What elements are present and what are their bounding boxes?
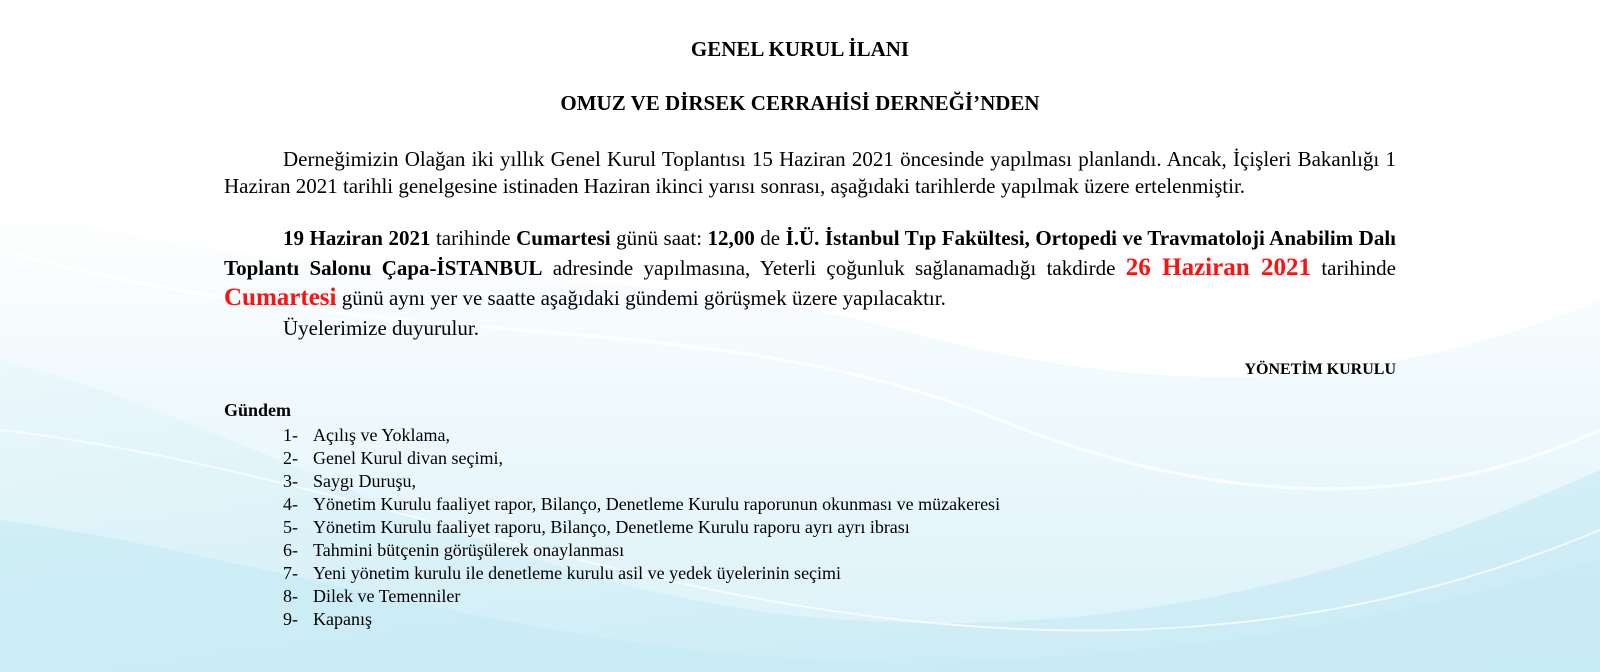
association-name: OMUZ VE DİRSEK CERRAHİSİ DERNEĞİ’NDEN [560,91,1040,115]
agenda-item: 1- Açılış ve Yoklama, [283,425,450,445]
document-title: GENEL KURUL İLANI [690,37,910,61]
paragraph-meeting-details: 19 Haziran 2021 tarihinde Cumartesi günü saat: 12,00 de İ.Ü. İstanbul Tıp Fakültesi, Ortopedi ve Travmatoloji Anabilim Dalı Toplantı Salonu Çapa-İSTANBUL adresinde yapılmasına, Yeterli çoğunluk sağlanamadığı takdirde 26 Haziran 2021 tarihinde Cumartesi günü aynı yer ve saatte aşağıdaki gündemi görüşmek üzere yapılacaktır. [224,226,1397,311]
agenda-item: 9- Kapanış [283,609,372,629]
signature: YÖNETİM KURULU [1244,361,1396,378]
agenda-item: 6- Tahmini bütçenin görüşülerek onaylanması [283,540,625,560]
announcement-line: Üyelerimize duyurulur. [283,316,479,340]
agenda-item: 3- Saygı Duruşu, [283,471,416,491]
agenda-list [283,424,1000,631]
second-date: 26 Haziran 2021 [1125,254,1311,281]
agenda-item: 4- Yönetim Kurulu faaliyet rapor, Bilanço, Denetleme Kurulu raporunun okunması ve müzakeresi [283,494,1001,514]
agenda-title: Gündem [224,400,292,420]
agenda-item: 2- Genel Kurul divan seçimi, [283,448,503,468]
meeting-time: 12,00 [707,226,755,250]
second-day: Cumartesi [224,284,337,311]
paragraph-postponement: Derneğimizin Olağan iki yıllık Genel Kurul Toplantısı 15 Haziran 2021 öncesinde yapılması planlandı. Ancak, İçişleri Bakanlığı 1 Haziran 2021 tarihli genelgesine istinaden Haziran ikinci yarısı sonrası, aşağıdaki tarihlerde yapılmak üzere ertelenmiştir. [224,147,1396,198]
agenda-item: 5- Yönetim Kurulu faaliyet raporu, Bilanço, Denetleme Kurulu raporu ayrı ayrı ibrası [283,517,910,537]
meeting-venue: İ.Ü. İstanbul Tıp Fakültesi, Ortopedi ve Travmatoloji Anabilim Dalı Toplantı Salonu Çapa-İSTANBUL [224,226,1397,280]
agenda-item: 7- Yeni yönetim kurulu ile denetleme kurulu asil ve yedek üyelerinin seçimi [283,563,842,583]
agenda-item: 8- Dilek ve Temenniler [283,586,461,606]
first-day: Cumartesi [516,226,611,250]
first-date: 19 Haziran 2021 [283,226,431,250]
